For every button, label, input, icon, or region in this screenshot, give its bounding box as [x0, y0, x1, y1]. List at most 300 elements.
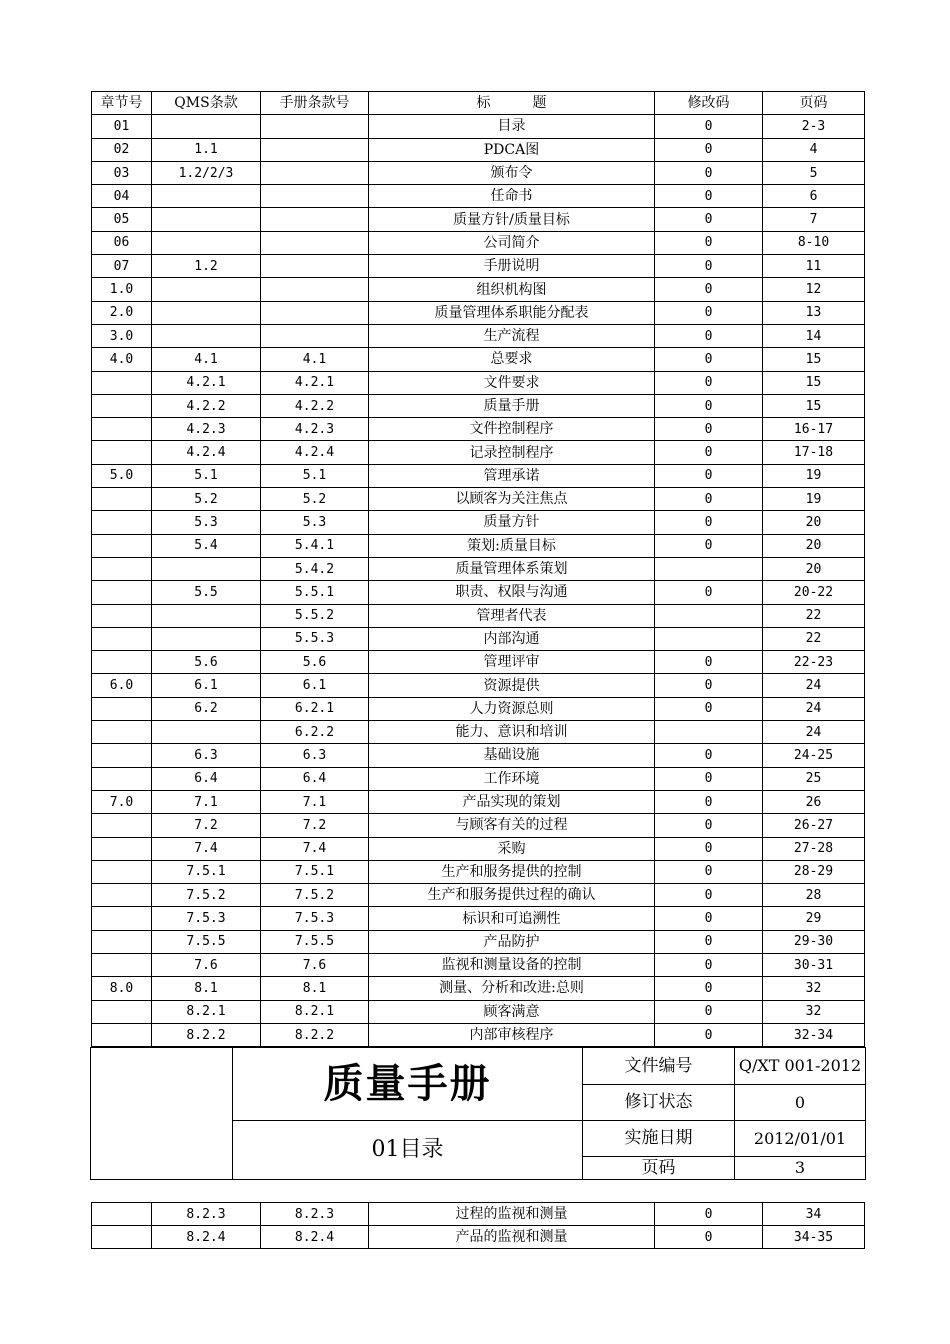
revision-value: 0 — [735, 1085, 866, 1121]
cell-revision: 0 — [655, 930, 763, 953]
cell-chapter — [92, 721, 152, 744]
cell-manual-clause: 8.2.2 — [261, 1023, 369, 1046]
cell-qms-clause: 5.1 — [152, 464, 261, 487]
cell-chapter — [92, 814, 152, 837]
table-row — [92, 977, 865, 1000]
table-row — [92, 860, 865, 883]
cell-page: 4 — [763, 138, 865, 161]
cell-revision: 0 — [655, 185, 763, 208]
cell-manual-clause: 4.1 — [261, 348, 369, 371]
cell-page: 26 — [763, 790, 865, 813]
cell-chapter — [92, 1023, 152, 1046]
table-row — [92, 581, 865, 604]
cell-qms-clause: 8.2.2 — [152, 1023, 261, 1046]
cell-title: 记录控制程序 — [369, 441, 655, 464]
cell-title: 组织机构图 — [369, 278, 655, 301]
cell-revision: 0 — [655, 464, 763, 487]
cell-manual-clause: 7.5.5 — [261, 930, 369, 953]
cell-page: 14 — [763, 324, 865, 347]
cell-title: 目录 — [369, 115, 655, 138]
cell-qms-clause — [152, 627, 261, 650]
table-row — [92, 744, 865, 767]
cell-manual-clause: 6.1 — [261, 674, 369, 697]
cell-qms-clause — [152, 301, 261, 324]
cell-manual-clause: 7.2 — [261, 814, 369, 837]
cell-page: 12 — [763, 278, 865, 301]
cell-revision: 0 — [655, 115, 763, 138]
toc-continued-body — [92, 1203, 865, 1249]
table-row — [92, 488, 865, 511]
cell-chapter — [92, 627, 152, 650]
cell-title: 产品的监视和测量 — [369, 1226, 655, 1249]
cell-page: 32-34 — [763, 1023, 865, 1046]
cell-page: 32 — [763, 1000, 865, 1023]
cell-manual-clause: 6.2.1 — [261, 697, 369, 720]
cell-page: 30-31 — [763, 953, 865, 976]
cell-chapter — [92, 953, 152, 976]
cell-chapter — [92, 604, 152, 627]
cell-page: 22-23 — [763, 651, 865, 674]
cell-revision: 0 — [655, 394, 763, 417]
date-label: 实施日期 — [583, 1121, 735, 1157]
cell-manual-clause: 8.2.4 — [261, 1226, 369, 1249]
table-row — [92, 1023, 865, 1046]
cell-qms-clause: 7.5.2 — [152, 884, 261, 907]
date-value: 2012/01/01 — [735, 1121, 866, 1157]
cell-title: 职责、权限与沟通 — [369, 581, 655, 604]
cell-qms-clause — [152, 185, 261, 208]
table-row — [92, 138, 865, 161]
cell-qms-clause — [152, 604, 261, 627]
cell-chapter: 7.0 — [92, 790, 152, 813]
cell-revision: 0 — [655, 697, 763, 720]
cell-title: 质量方针/质量目标 — [369, 208, 655, 231]
cell-title: 文件控制程序 — [369, 418, 655, 441]
cell-page: 17-18 — [763, 441, 865, 464]
header-manual-clause: 手册条款号 — [261, 92, 369, 115]
cell-qms-clause: 5.3 — [152, 511, 261, 534]
cell-chapter: 02 — [92, 138, 152, 161]
table-row — [92, 394, 865, 417]
cell-manual-clause: 8.2.1 — [261, 1000, 369, 1023]
cell-manual-clause — [261, 185, 369, 208]
cell-chapter: 07 — [92, 255, 152, 278]
cell-title: 能力、意识和培训 — [369, 721, 655, 744]
logo-cell — [91, 1048, 233, 1180]
cell-chapter — [92, 651, 152, 674]
cell-manual-clause: 6.4 — [261, 767, 369, 790]
cell-title: 标识和可追溯性 — [369, 907, 655, 930]
cell-manual-clause: 5.5.1 — [261, 581, 369, 604]
manual-title: 质量手册 — [233, 1048, 583, 1121]
cell-qms-clause: 4.1 — [152, 348, 261, 371]
cell-page: 15 — [763, 394, 865, 417]
cell-page: 16-17 — [763, 418, 865, 441]
cell-revision: 0 — [655, 744, 763, 767]
table-row — [92, 231, 865, 254]
cell-manual-clause: 5.6 — [261, 651, 369, 674]
cell-manual-clause: 4.2.4 — [261, 441, 369, 464]
toc-body — [92, 115, 865, 1047]
table-row — [92, 255, 865, 278]
toc-continued-table — [91, 1202, 865, 1249]
cell-manual-clause: 6.3 — [261, 744, 369, 767]
cell-manual-clause: 4.2.1 — [261, 371, 369, 394]
cell-manual-clause — [261, 255, 369, 278]
cell-chapter — [92, 860, 152, 883]
cell-revision: 0 — [655, 511, 763, 534]
cell-manual-clause — [261, 208, 369, 231]
cell-page: 11 — [763, 255, 865, 278]
cell-qms-clause: 7.5.1 — [152, 860, 261, 883]
cell-title: 顾客满意 — [369, 1000, 655, 1023]
cell-revision: 0 — [655, 651, 763, 674]
cell-page: 19 — [763, 464, 865, 487]
table-row — [92, 348, 865, 371]
table-row — [92, 557, 865, 580]
revision-label: 修订状态 — [583, 1085, 735, 1121]
cell-page: 28-29 — [763, 860, 865, 883]
cell-title: 质量管理体系策划 — [369, 557, 655, 580]
cell-page: 2-3 — [763, 115, 865, 138]
cell-page: 22 — [763, 604, 865, 627]
cell-title: 文件要求 — [369, 371, 655, 394]
cell-title: 资源提供 — [369, 674, 655, 697]
cell-qms-clause: 5.2 — [152, 488, 261, 511]
cell-revision: 0 — [655, 324, 763, 347]
page-label: 页码 — [583, 1157, 735, 1180]
cell-revision — [655, 557, 763, 580]
toc-header-row — [92, 92, 865, 115]
cell-chapter — [92, 488, 152, 511]
cell-chapter: 05 — [92, 208, 152, 231]
cell-page: 5 — [763, 161, 865, 184]
cell-page: 32 — [763, 977, 865, 1000]
cell-title: 测量、分析和改进:总则 — [369, 977, 655, 1000]
cell-chapter — [92, 930, 152, 953]
cell-chapter — [92, 744, 152, 767]
table-row — [92, 814, 865, 837]
cell-title: 内部审核程序 — [369, 1023, 655, 1046]
table-row — [92, 278, 865, 301]
cell-page: 29-30 — [763, 930, 865, 953]
cell-revision: 0 — [655, 1023, 763, 1046]
cell-manual-clause: 6.2.2 — [261, 721, 369, 744]
header-title: 标 题 — [369, 92, 655, 115]
cell-page: 8-10 — [763, 231, 865, 254]
cell-manual-clause: 4.2.2 — [261, 394, 369, 417]
cell-qms-clause — [152, 324, 261, 347]
table-row — [92, 301, 865, 324]
cell-manual-clause: 7.5.3 — [261, 907, 369, 930]
cell-title: 质量方针 — [369, 511, 655, 534]
cell-revision: 0 — [655, 371, 763, 394]
table-row — [92, 953, 865, 976]
cell-revision: 0 — [655, 1203, 763, 1226]
cell-revision: 0 — [655, 860, 763, 883]
page-value: 3 — [735, 1157, 866, 1180]
cell-chapter — [92, 884, 152, 907]
cell-manual-clause — [261, 161, 369, 184]
cell-page: 15 — [763, 348, 865, 371]
header-chapter: 章节号 — [92, 92, 152, 115]
cell-page: 28 — [763, 884, 865, 907]
cell-title: 质量管理体系职能分配表 — [369, 301, 655, 324]
cell-revision: 0 — [655, 255, 763, 278]
cell-title: 任命书 — [369, 185, 655, 208]
cell-qms-clause: 6.4 — [152, 767, 261, 790]
cell-manual-clause: 7.6 — [261, 953, 369, 976]
cell-qms-clause: 8.2.3 — [152, 1203, 261, 1226]
cell-qms-clause: 8.1 — [152, 977, 261, 1000]
cell-manual-clause: 5.5.3 — [261, 627, 369, 650]
cell-manual-clause: 8.2.3 — [261, 1203, 369, 1226]
cell-revision: 0 — [655, 1000, 763, 1023]
table-row — [92, 1226, 865, 1249]
section-subtitle: 01目录 — [233, 1121, 583, 1180]
cell-chapter — [92, 837, 152, 860]
table-row — [92, 651, 865, 674]
cell-manual-clause: 5.1 — [261, 464, 369, 487]
cell-page: 27-28 — [763, 837, 865, 860]
table-row — [92, 604, 865, 627]
cell-chapter — [92, 394, 152, 417]
cell-revision — [655, 604, 763, 627]
doc-no-value: Q/XT 001-2012 — [735, 1048, 866, 1085]
cell-qms-clause: 7.1 — [152, 790, 261, 813]
cell-title: 基础设施 — [369, 744, 655, 767]
cell-revision: 0 — [655, 301, 763, 324]
doc-no-label: 文件编号 — [583, 1048, 735, 1085]
cell-manual-clause: 7.4 — [261, 837, 369, 860]
cell-chapter — [92, 557, 152, 580]
table-row — [92, 441, 865, 464]
table-row — [92, 371, 865, 394]
cell-qms-clause: 7.2 — [152, 814, 261, 837]
cell-revision: 0 — [655, 138, 763, 161]
cell-chapter: 8.0 — [92, 977, 152, 1000]
toc-table — [91, 91, 865, 1047]
cell-title: 颁布令 — [369, 161, 655, 184]
cell-page: 6 — [763, 185, 865, 208]
cell-qms-clause: 4.2.3 — [152, 418, 261, 441]
cell-page: 24 — [763, 674, 865, 697]
cell-chapter: 04 — [92, 185, 152, 208]
cell-chapter: 03 — [92, 161, 152, 184]
table-row — [92, 115, 865, 138]
header-qms-clause: QMS条款 — [152, 92, 261, 115]
cell-revision: 0 — [655, 837, 763, 860]
cell-qms-clause — [152, 278, 261, 301]
cell-revision: 0 — [655, 814, 763, 837]
cell-revision: 0 — [655, 348, 763, 371]
cell-manual-clause: 5.3 — [261, 511, 369, 534]
cell-manual-clause — [261, 138, 369, 161]
table-row — [92, 884, 865, 907]
cell-title: 产品实现的策划 — [369, 790, 655, 813]
cell-qms-clause: 7.5.3 — [152, 907, 261, 930]
cell-page: 15 — [763, 371, 865, 394]
cell-qms-clause: 4.2.2 — [152, 394, 261, 417]
cell-qms-clause: 5.4 — [152, 534, 261, 557]
cell-page: 26-27 — [763, 814, 865, 837]
cell-title: 管理承诺 — [369, 464, 655, 487]
cell-qms-clause: 4.2.1 — [152, 371, 261, 394]
cell-qms-clause: 7.6 — [152, 953, 261, 976]
cell-page: 7 — [763, 208, 865, 231]
cell-chapter — [92, 767, 152, 790]
cell-title: 策划:质量目标 — [369, 534, 655, 557]
cell-page: 20 — [763, 557, 865, 580]
cell-qms-clause: 1.2 — [152, 255, 261, 278]
cell-qms-clause: 6.1 — [152, 674, 261, 697]
cell-manual-clause — [261, 115, 369, 138]
cell-qms-clause — [152, 557, 261, 580]
table-row — [92, 185, 865, 208]
cell-title: 总要求 — [369, 348, 655, 371]
table-row — [92, 324, 865, 347]
cell-chapter — [92, 1203, 152, 1226]
cell-page: 19 — [763, 488, 865, 511]
cell-revision: 0 — [655, 977, 763, 1000]
cell-chapter — [92, 371, 152, 394]
cell-page: 20 — [763, 534, 865, 557]
cell-manual-clause — [261, 324, 369, 347]
cell-revision — [655, 721, 763, 744]
cell-revision: 0 — [655, 231, 763, 254]
table-row — [92, 721, 865, 744]
cell-page: 34-35 — [763, 1226, 865, 1249]
table-row — [92, 767, 865, 790]
table-row — [92, 674, 865, 697]
cell-revision: 0 — [655, 953, 763, 976]
table-row — [92, 697, 865, 720]
cell-manual-clause: 8.1 — [261, 977, 369, 1000]
table-row — [92, 511, 865, 534]
cell-title: 产品防护 — [369, 930, 655, 953]
cell-title: 与顾客有关的过程 — [369, 814, 655, 837]
cell-page: 24 — [763, 721, 865, 744]
table-row — [92, 534, 865, 557]
cell-qms-clause: 6.2 — [152, 697, 261, 720]
cell-chapter — [92, 534, 152, 557]
cell-manual-clause: 5.5.2 — [261, 604, 369, 627]
cell-chapter: 06 — [92, 231, 152, 254]
cell-revision: 0 — [655, 581, 763, 604]
cell-revision: 0 — [655, 441, 763, 464]
cell-manual-clause: 7.1 — [261, 790, 369, 813]
cell-page: 34 — [763, 1203, 865, 1226]
cell-qms-clause: 8.2.4 — [152, 1226, 261, 1249]
table-row — [92, 790, 865, 813]
cell-revision: 0 — [655, 208, 763, 231]
cell-revision: 0 — [655, 790, 763, 813]
cell-qms-clause — [152, 721, 261, 744]
cell-qms-clause: 5.5 — [152, 581, 261, 604]
cell-revision: 0 — [655, 907, 763, 930]
cell-page: 29 — [763, 907, 865, 930]
table-row — [92, 161, 865, 184]
cell-page: 20 — [763, 511, 865, 534]
cell-manual-clause — [261, 301, 369, 324]
cell-title: 工作环境 — [369, 767, 655, 790]
cell-title: 生产和服务提供的控制 — [369, 860, 655, 883]
cell-title: 质量手册 — [369, 394, 655, 417]
cell-chapter — [92, 697, 152, 720]
cell-revision: 0 — [655, 534, 763, 557]
cell-chapter — [92, 418, 152, 441]
cell-qms-clause — [152, 231, 261, 254]
cell-chapter: 01 — [92, 115, 152, 138]
cell-page: 24 — [763, 697, 865, 720]
header-page: 页码 — [763, 92, 865, 115]
cell-revision: 0 — [655, 767, 763, 790]
cell-manual-clause — [261, 278, 369, 301]
table-row — [92, 907, 865, 930]
cell-qms-clause: 7.4 — [152, 837, 261, 860]
table-row — [92, 837, 865, 860]
cell-revision: 0 — [655, 674, 763, 697]
cell-title: PDCA图 — [369, 138, 655, 161]
table-row — [92, 930, 865, 953]
table-row — [92, 627, 865, 650]
cell-title: 内部沟通 — [369, 627, 655, 650]
cell-qms-clause: 6.3 — [152, 744, 261, 767]
cell-page: 22 — [763, 627, 865, 650]
document-footer — [90, 1047, 866, 1180]
cell-chapter — [92, 581, 152, 604]
cell-manual-clause: 7.5.2 — [261, 884, 369, 907]
cell-chapter — [92, 511, 152, 534]
cell-revision: 0 — [655, 161, 763, 184]
cell-page: 20-22 — [763, 581, 865, 604]
cell-title: 生产和服务提供过程的确认 — [369, 884, 655, 907]
table-row — [92, 1000, 865, 1023]
cell-revision: 0 — [655, 488, 763, 511]
cell-title: 人力资源总则 — [369, 697, 655, 720]
cell-manual-clause: 5.4.2 — [261, 557, 369, 580]
cell-chapter: 1.0 — [92, 278, 152, 301]
cell-qms-clause: 1.2/2/3 — [152, 161, 261, 184]
cell-title: 管理者代表 — [369, 604, 655, 627]
cell-manual-clause: 5.4.1 — [261, 534, 369, 557]
cell-title: 生产流程 — [369, 324, 655, 347]
cell-revision: 0 — [655, 418, 763, 441]
cell-revision — [655, 627, 763, 650]
cell-manual-clause — [261, 231, 369, 254]
table-row — [92, 418, 865, 441]
cell-title: 手册说明 — [369, 255, 655, 278]
cell-qms-clause — [152, 208, 261, 231]
cell-title: 公司简介 — [369, 231, 655, 254]
cell-page: 13 — [763, 301, 865, 324]
cell-qms-clause: 1.1 — [152, 138, 261, 161]
cell-chapter: 2.0 — [92, 301, 152, 324]
cell-chapter — [92, 441, 152, 464]
cell-title: 采购 — [369, 837, 655, 860]
cell-qms-clause: 8.2.1 — [152, 1000, 261, 1023]
cell-title: 管理评审 — [369, 651, 655, 674]
cell-manual-clause: 4.2.3 — [261, 418, 369, 441]
cell-title: 过程的监视和测量 — [369, 1203, 655, 1226]
cell-revision: 0 — [655, 884, 763, 907]
cell-chapter — [92, 1226, 152, 1249]
table-row — [92, 1203, 865, 1226]
header-revision: 修改码 — [655, 92, 763, 115]
cell-revision: 0 — [655, 1226, 763, 1249]
cell-page: 25 — [763, 767, 865, 790]
cell-page: 24-25 — [763, 744, 865, 767]
